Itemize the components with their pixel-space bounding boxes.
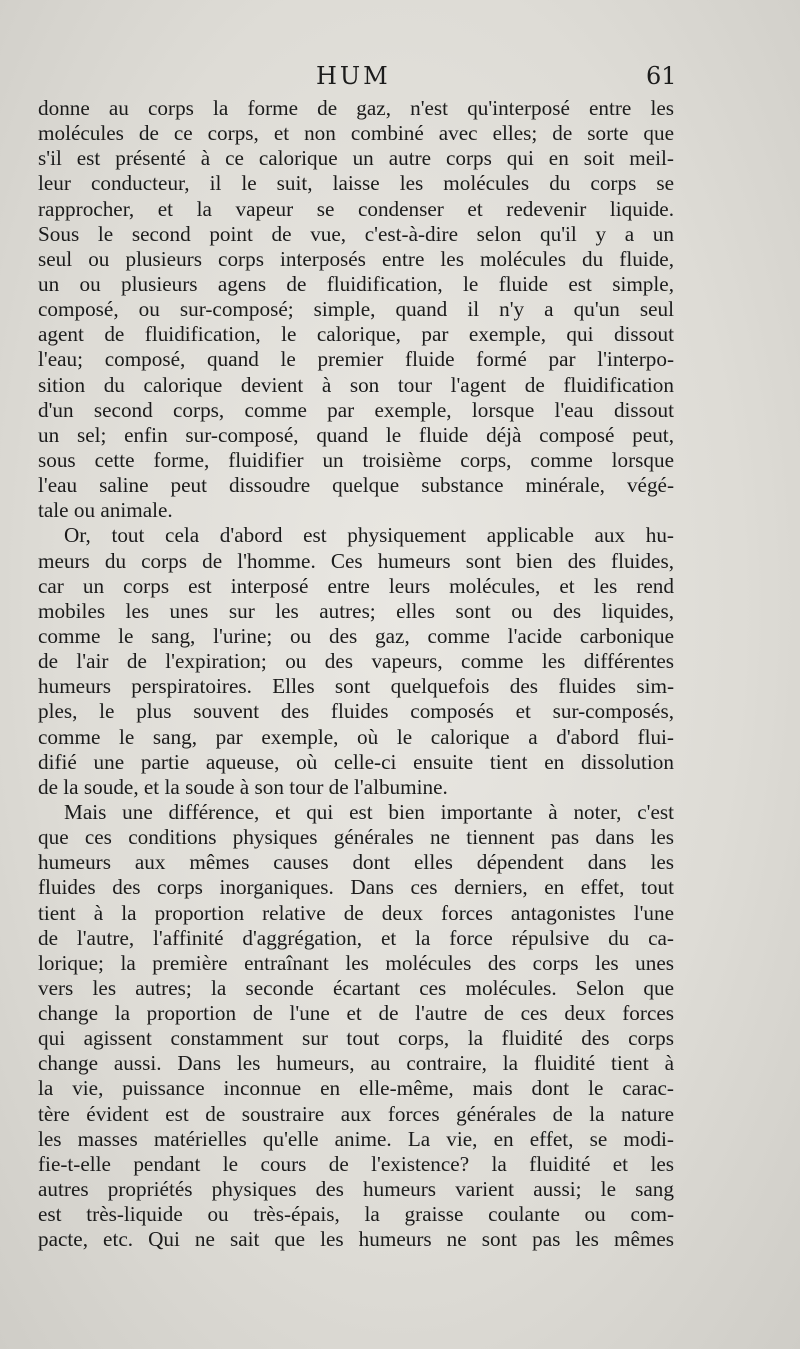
text-line: change la proportion de l'une et de l'autre de ces deux forces xyxy=(38,1001,674,1026)
text-line: d'un second corps, comme par exemple, lorsque l'eau dissout xyxy=(38,397,674,422)
text-line: l'eau saline peut dissoudre quelque substance minérale, végé- xyxy=(38,473,674,498)
text-line: est très-liquide ou très-épais, la graisse coulante ou com- xyxy=(38,1202,674,1227)
text-line: s'il est présenté à ce calorique un autre corps qui en soit meil- xyxy=(38,146,674,171)
text-line: seul ou plusieurs corps interposés entre les molécules du fluide, xyxy=(38,246,674,271)
text-line: de l'autre, l'affinité d'aggrégation, et la force répulsive du ca- xyxy=(38,925,674,950)
body-text xyxy=(38,96,674,1252)
text-line: mobiles les unes sur les autres; elles sont ou des liquides, xyxy=(38,598,674,623)
text-line: humeurs aux mêmes causes dont elles dépendent dans les xyxy=(38,850,674,875)
text-line: tale ou animale. xyxy=(38,498,173,523)
text-line: la vie, puissance inconnue en elle-même, mais dont le carac- xyxy=(38,1076,674,1101)
text-line: comme le sang, l'urine; ou des gaz, comme l'acide carbonique xyxy=(38,623,674,648)
text-line: agent de fluidification, le calorique, par exemple, qui dissout xyxy=(38,322,674,347)
running-head xyxy=(0,62,800,92)
text-line: humeurs perspiratoires. Elles sont quelquefois des fluides sim- xyxy=(38,674,674,699)
text-line: composé, ou sur-composé; simple, quand il n'y a qu'un seul xyxy=(38,297,674,322)
text-line: molécules de ce corps, et non combiné avec elles; de sorte que xyxy=(38,121,674,146)
text-line: lorique; la première entraînant les molécules des corps les unes xyxy=(38,950,674,975)
text-line: qui agissent constamment sur tout corps, la fluidité des corps xyxy=(38,1026,674,1051)
text-line: tient à la proportion relative de deux forces antagonistes l'une xyxy=(38,900,674,925)
text-line: tère évident est de soustraire aux forces générales de la nature xyxy=(38,1101,674,1126)
text-line: vers les autres; la seconde écartant ces molécules. Selon que xyxy=(38,975,674,1000)
text-line: pacte, etc. Qui ne sait que les humeurs ne sont pas les mêmes xyxy=(38,1227,674,1252)
text-line: les masses matérielles qu'elle anime. La vie, en effet, se modi- xyxy=(38,1126,674,1151)
text-line: sition du calorique devient à son tour l'agent de fluidification xyxy=(38,372,674,397)
text-line: leur conducteur, il le suit, laisse les molécules du corps se xyxy=(38,171,674,196)
text-line: Sous le second point de vue, c'est-à-dire selon qu'il y a un xyxy=(38,221,674,246)
text-line: sous cette forme, fluidifier un troisième corps, comme lorsque xyxy=(38,447,674,472)
text-line: que ces conditions physiques générales ne tiennent pas dans les xyxy=(38,825,674,850)
text-line: de la soude, et la soude à son tour de l'albumine. xyxy=(38,774,448,799)
text-line: autres propriétés physiques des humeurs varient aussi; le sang xyxy=(38,1177,674,1202)
text-line: donne au corps la forme de gaz, n'est qu'interposé entre les xyxy=(38,96,674,120)
page-number: 61 xyxy=(646,62,677,90)
text-line: ples, le plus souvent des fluides composés et sur-composés, xyxy=(38,699,674,724)
text-line: difié une partie aqueuse, où celle-ci ensuite tient en dissolution xyxy=(38,749,674,774)
text-line: car un corps est interposé entre leurs molécules, et les rend xyxy=(38,573,674,598)
text-line: change aussi. Dans les humeurs, au contraire, la fluidité tient à xyxy=(38,1051,674,1076)
text-line: rapprocher, et la vapeur se condenser et redevenir liquide. xyxy=(38,196,674,221)
text-line: de l'air de l'expiration; ou des vapeurs, comme les différentes xyxy=(38,649,674,674)
text-line: l'eau; composé, quand le premier fluide formé par l'interpo- xyxy=(38,347,674,372)
text-line: Or, tout cela d'abord est physiquement applicable aux hu- xyxy=(64,523,674,548)
text-line: un ou plusieurs agens de fluidification, le fluide est simple, xyxy=(38,271,674,296)
text-line: fluides des corps inorganiques. Dans ces derniers, en effet, tout xyxy=(38,875,674,900)
text-line: Mais une différence, et qui est bien importante à noter, c'est xyxy=(64,799,674,824)
text-line: meurs du corps de l'homme. Ces humeurs sont bien des fluides, xyxy=(38,548,674,573)
text-line: fie-t-elle pendant le cours de l'existence? la fluidité et les xyxy=(38,1151,674,1176)
text-line: comme le sang, par exemple, où le calorique a d'abord flui- xyxy=(38,724,674,749)
running-head-word: HUM xyxy=(316,62,391,90)
text-line: un sel; enfin sur-composé, quand le fluide déjà composé peut, xyxy=(38,422,674,447)
